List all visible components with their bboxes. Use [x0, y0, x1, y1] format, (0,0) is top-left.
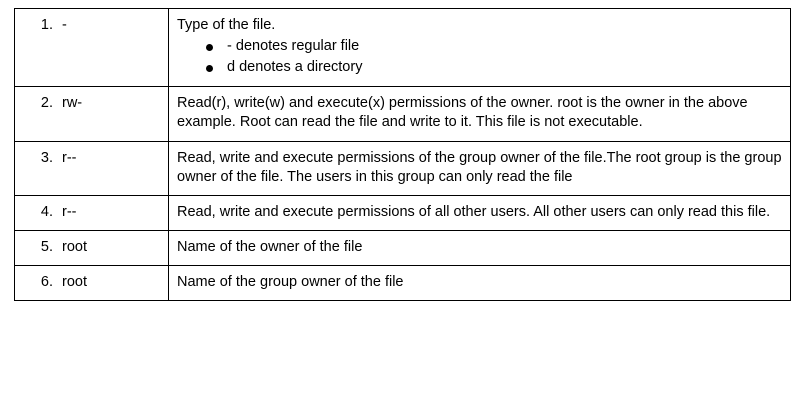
row-label-cell: [15, 195, 169, 230]
label-row: [15, 203, 160, 222]
row-description: Read(r), write(w) and execute(x) permissions of the owner. root is the owner in the above example. Root can read the file and write to it. This file is not executable.: [177, 95, 748, 131]
table-row: [15, 266, 791, 301]
table-row: [15, 195, 791, 230]
row-label-cell: [15, 230, 169, 265]
row-number: 2.: [40, 95, 53, 112]
row-number: 6.: [40, 274, 53, 290]
label-row: [15, 94, 160, 113]
row-description-cell: [169, 87, 791, 141]
row-description-cell: [169, 195, 791, 230]
row-value: rw-: [62, 95, 83, 112]
row-label-cell: [15, 266, 169, 301]
row-description: Name of the owner of the file: [177, 238, 363, 255]
row-description-cell: [169, 230, 791, 265]
row-description-cell: [169, 141, 791, 195]
row-label-cell: [15, 87, 169, 141]
row-number: 4.: [40, 203, 53, 220]
permissions-table: [14, 8, 791, 301]
row-description: Name of the group owner of the file: [177, 274, 404, 290]
list-item: [223, 58, 782, 78]
row-description-cell: [169, 266, 791, 301]
row-value: r--: [62, 203, 77, 220]
row-number: 3.: [40, 149, 53, 166]
list-item: [223, 37, 782, 57]
bullet-text: d denotes a directory: [223, 58, 363, 75]
row-number: 1.: [40, 17, 53, 33]
row-value: root: [62, 274, 87, 290]
row-number: 5.: [40, 238, 53, 255]
label-row: [15, 149, 160, 168]
row-value: root: [62, 238, 87, 255]
table-row: [15, 9, 791, 87]
table-row: [15, 230, 791, 265]
row-description-cell: [169, 9, 791, 87]
table-row: [15, 141, 791, 195]
row-description: Type of the file.: [177, 17, 276, 33]
row-description: Read, write and execute permissions of all other users. All other users can only read this file.: [177, 203, 771, 220]
table-body: [15, 9, 791, 301]
row-value: r--: [62, 149, 77, 166]
row-value: -: [62, 17, 67, 33]
row-description: Read, write and execute permissions of the group owner of the file.The root group is the group owner of the file. The users in this group can only read the file: [177, 149, 782, 185]
label-row: [15, 238, 160, 257]
row-label-cell: [15, 141, 169, 195]
label-row: [15, 273, 160, 292]
label-row: [15, 16, 160, 35]
bullet-text: - denotes regular file: [223, 38, 360, 55]
table-row: [15, 87, 791, 141]
row-bullet-list: [177, 37, 782, 77]
row-label-cell: [15, 9, 169, 87]
